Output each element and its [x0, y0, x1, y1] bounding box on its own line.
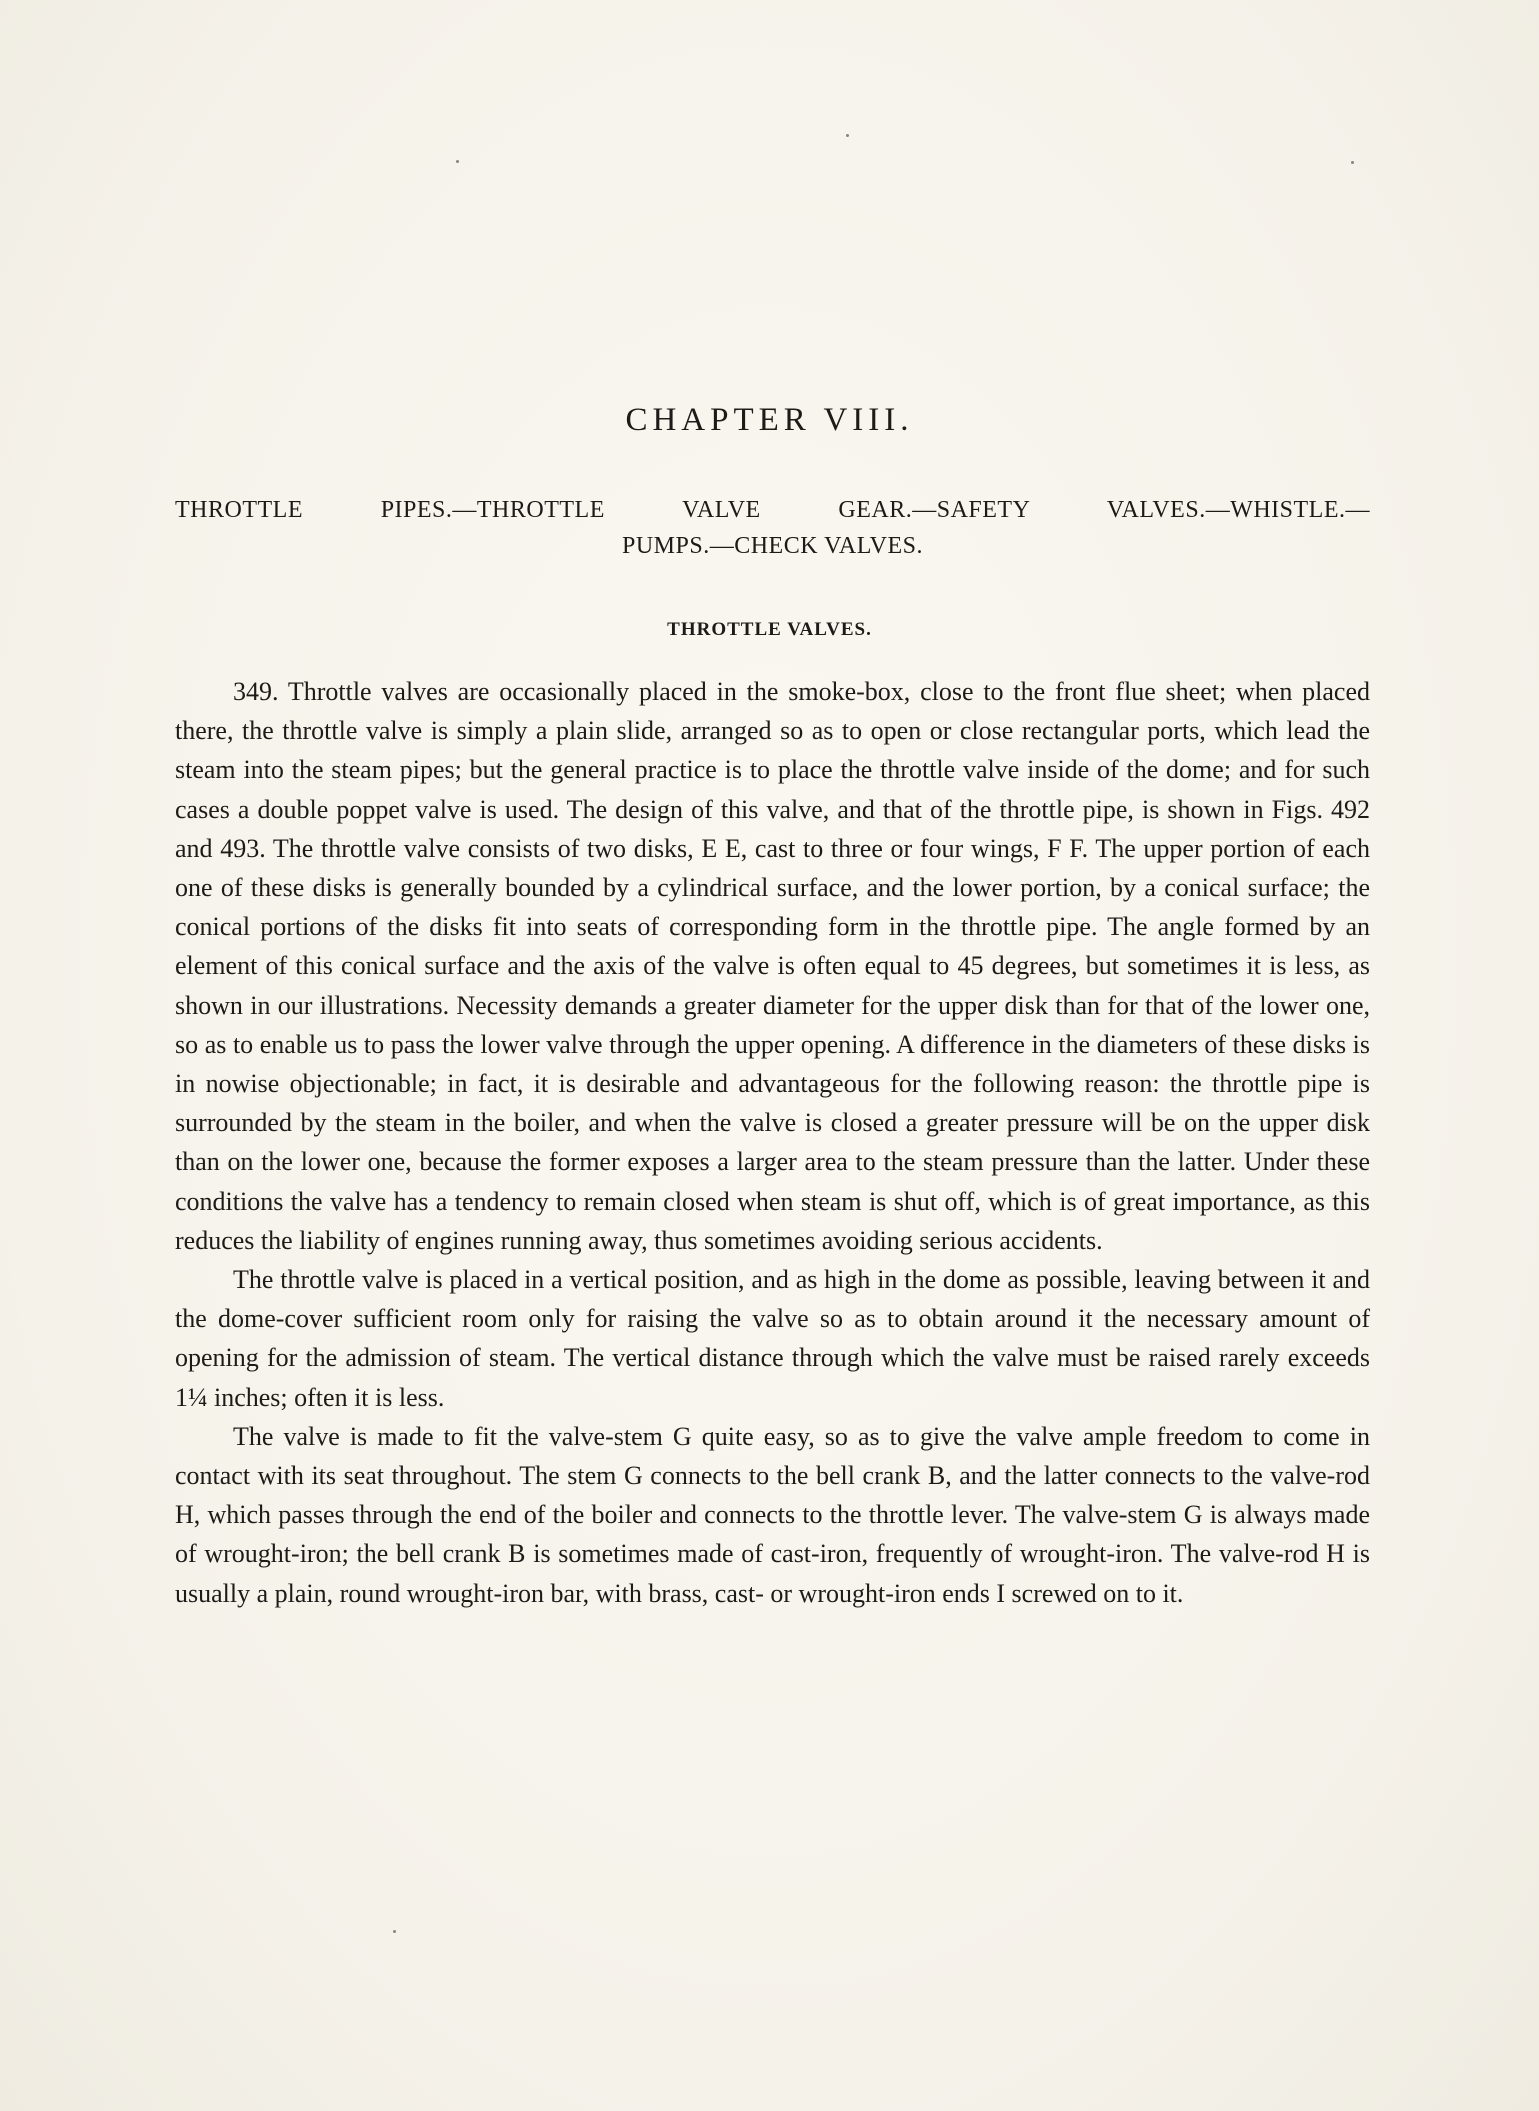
chapter-subtitle-line-2: PUMPS.—CHECK VALVES. — [622, 533, 923, 559]
body-text — [175, 672, 1370, 1613]
paper-speck — [393, 1930, 396, 1933]
chapter-subtitle-line-1: THROTTLE PIPES.—THROTTLE VALVE GEAR.—SAFETY VALVES.—WHISTLE.— — [175, 497, 1370, 523]
paragraph-349: 349. Throttle valves are occasionally placed in the smoke-box, close to the front flue sheet; when placed there, the throttle valve is simply a plain slide, arranged so as to open or close rectangular ports, which lead the steam into the steam pipes; but the general practice is to place the throttle valve inside of the dome; and for such cases a double poppet valve is used. The design of this valve, and that of the throttle pipe, is shown in Figs. 492 and 493. The throttle valve consists of two disks, E E, cast to three or four wings, F F. The upper portion of each one of these disks is generally bounded by a cylindrical surface, and the lower portion, by a conical surface; the conical portions of the disks fit into seats of corresponding form in the throttle pipe. The angle formed by an element of this conical surface and the axis of the valve is often equal to 45 degrees, but sometimes it is less, as shown in our illustrations. Necessity demands a greater diameter for the upper disk than for that of the lower one, so as to enable us to pass the lower valve through the upper opening. A difference in the diameters of these disks is in nowise objectionable; in fact, it is desirable and advantageous for the following reason: the throttle pipe is surrounded by the steam in the boiler, and when the valve is closed a greater pressure will be on the upper disk than on the lower one, because the former exposes a larger area to the steam pressure than the latter. Under these conditions the valve has a tendency to remain closed when steam is shut off, which is of great importance, as this reduces the liability of engines running away, thus sometimes avoiding serious accidents. — [175, 677, 1370, 1255]
chapter-subtitle — [175, 492, 1370, 564]
section-heading: THROTTLE VALVES. — [667, 619, 872, 640]
paragraph-valve-stem: The valve is made to fit the valve-stem G quite easy, so as to give the valve ample freedom to come in contact with its seat throughout. The stem G connects to the bell crank B, and the latter connects to the valve-rod H, which passes through the end of the boiler and connects to the throttle lever. The valve-stem G is always made of wrought-iron; the bell crank B is sometimes made of cast-iron, frequently of wrought-iron. The valve-rod H is usually a plain, round wrought-iron bar, with brass, cast- or wrought-iron ends I screwed on to it. — [175, 1421, 1370, 1608]
paper-speck — [846, 134, 849, 137]
paragraph-valve-position: The throttle valve is placed in a vertical position, and as high in the dome as possible, leaving between it and the dome-cover sufficient room only for raising the valve so as to obtain around it the necessary amount of opening for the admission of steam. The vertical distance through which the valve must be raised rarely exceeds 1¼ inches; often it is less. — [175, 1265, 1370, 1412]
chapter-title: CHAPTER VIII. — [625, 402, 914, 438]
paper-speck — [1351, 161, 1354, 164]
paper-speck — [456, 160, 459, 163]
